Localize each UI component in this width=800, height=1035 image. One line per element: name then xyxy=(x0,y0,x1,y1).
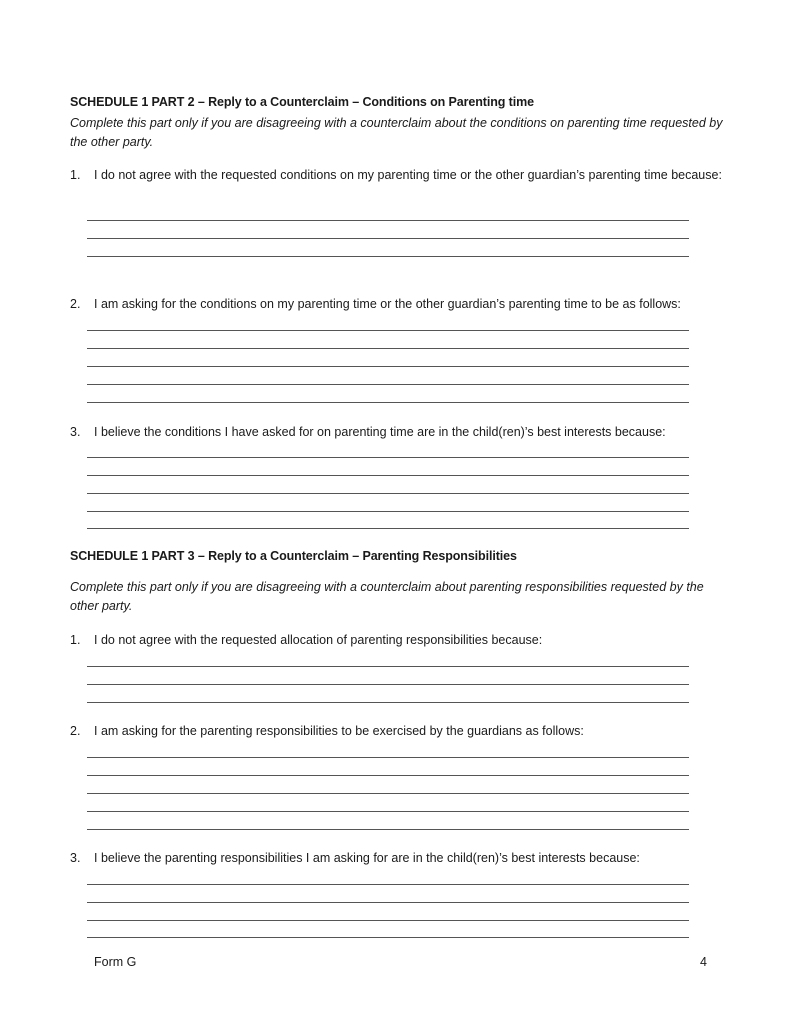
question-number: 1. xyxy=(70,168,81,182)
answer-line[interactable] xyxy=(87,793,689,794)
answer-line[interactable] xyxy=(87,493,689,494)
question-text: I believe the parenting responsibilities I am asking for are in the child(ren)’s best interests because: xyxy=(94,851,640,865)
part3-instruction: Complete this part only if you are disagreeing with a counterclaim about parenting responsibilities requested by the other party. xyxy=(70,580,704,613)
part2-question-1 xyxy=(70,166,730,186)
part2-question-3 xyxy=(70,423,730,443)
answer-line[interactable] xyxy=(87,457,689,458)
answer-line[interactable] xyxy=(87,348,689,349)
answer-line[interactable] xyxy=(87,402,689,403)
question-number: 2. xyxy=(70,297,81,311)
answer-line[interactable] xyxy=(87,920,689,921)
answer-line[interactable] xyxy=(87,366,689,367)
footer-page-number: 4 xyxy=(700,955,707,969)
answer-line[interactable] xyxy=(87,829,689,830)
answer-line[interactable] xyxy=(87,811,689,812)
question-number: 3. xyxy=(70,425,81,439)
answer-line[interactable] xyxy=(87,684,689,685)
part2-instruction: Complete this part only if you are disagreeing with a counterclaim about the conditions on parenting time requested by the other party. xyxy=(70,116,723,149)
part3-question-1 xyxy=(70,631,730,651)
answer-line[interactable] xyxy=(87,884,689,885)
answer-line[interactable] xyxy=(87,220,689,221)
answer-line[interactable] xyxy=(87,511,689,512)
question-text: I am asking for the conditions on my parenting time or the other guardian’s parenting time to be as follows: xyxy=(94,297,681,311)
answer-line[interactable] xyxy=(87,330,689,331)
answer-line[interactable] xyxy=(87,666,689,667)
part3-heading: SCHEDULE 1 PART 3 – Reply to a Counterclaim – Parenting Responsibilities xyxy=(70,549,517,563)
answer-line[interactable] xyxy=(87,702,689,703)
question-text: I believe the conditions I have asked for on parenting time are in the child(ren)’s best interests because: xyxy=(94,425,666,439)
footer-form-name: Form G xyxy=(94,955,137,969)
question-text: I do not agree with the requested allocation of parenting responsibilities because: xyxy=(94,633,543,647)
answer-line[interactable] xyxy=(87,256,689,257)
part2-question-2 xyxy=(70,295,740,315)
part3-question-3 xyxy=(70,849,730,869)
question-text: I am asking for the parenting responsibilities to be exercised by the guardians as follows: xyxy=(94,724,584,738)
answer-line[interactable] xyxy=(87,775,689,776)
answer-line[interactable] xyxy=(87,475,689,476)
answer-line[interactable] xyxy=(87,902,689,903)
question-number: 3. xyxy=(70,851,81,865)
answer-line[interactable] xyxy=(87,528,689,529)
answer-line[interactable] xyxy=(87,937,689,938)
answer-line[interactable] xyxy=(87,238,689,239)
question-number: 2. xyxy=(70,724,81,738)
part3-question-2 xyxy=(70,722,730,742)
answer-line[interactable] xyxy=(87,384,689,385)
part2-heading: SCHEDULE 1 PART 2 – Reply to a Counterclaim – Conditions on Parenting time xyxy=(70,95,534,109)
question-text: I do not agree with the requested conditions on my parenting time or the other guardian’s parenting time because: xyxy=(94,168,722,182)
answer-line[interactable] xyxy=(87,757,689,758)
question-number: 1. xyxy=(70,633,81,647)
